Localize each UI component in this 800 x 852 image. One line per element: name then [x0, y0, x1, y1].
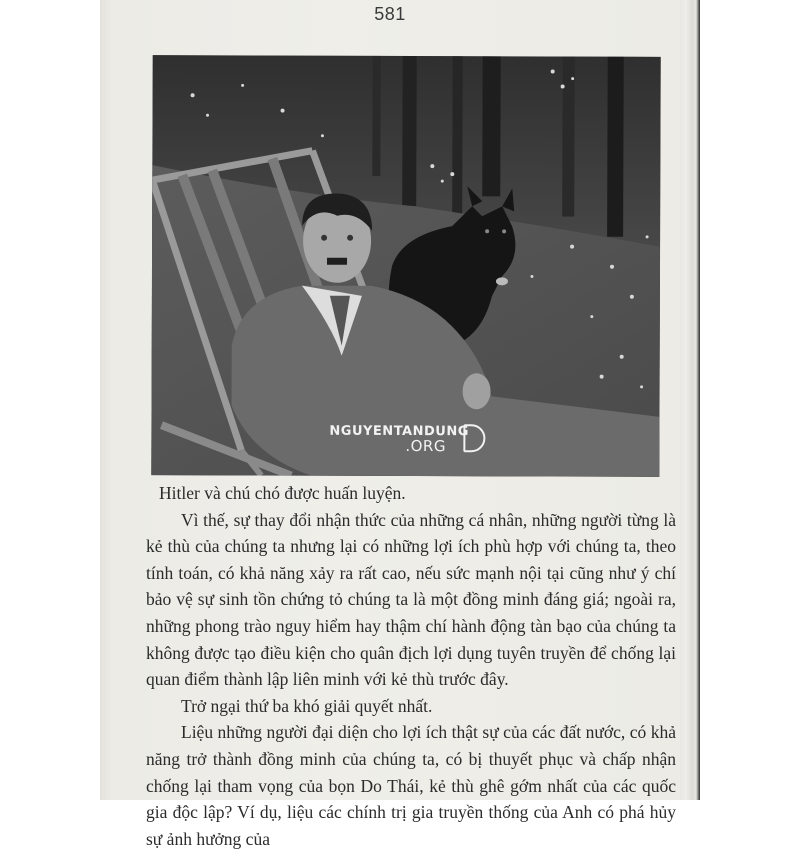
photo-caption: Hitler và chú chó được huấn luyện.	[159, 483, 406, 503]
photograph	[151, 55, 660, 477]
paragraph: Vì thế, sự thay đổi nhận thức của những cá nhân, những người từng là kẻ thù của chúng ta nhưng lại có những lợi ích phù hợp với chúng ta, theo tính toán, có khả năng xảy ra rất cao, nếu sức mạnh nội tại cũng như ý chí bảo vệ sự sinh tồn chứng tỏ chúng ta là một đồng minh đáng giá; ngoài ra, những phong trào nguy hiểm hay thậm chí hành động tàn bạo của chúng ta không được tạo điều kiện cho quân địch lợi dụng tuyên truyền để chống lại quan điểm thành lập liên minh với kẻ thù trước đây.	[146, 509, 676, 690]
watermark	[329, 424, 469, 455]
page-edge	[680, 0, 700, 800]
photo-illustration	[151, 55, 660, 477]
book-page	[100, 0, 680, 849]
body-text	[146, 480, 676, 852]
page-number: 581	[374, 4, 406, 24]
watermark-domain: .ORG	[405, 436, 447, 456]
watermark-name: NGUYENTANDUNG	[329, 423, 469, 440]
paragraph: Liệu những người đại diện cho lợi ích thật sự của các đất nước, có khả năng trở thành đồng minh của chúng ta, có bị thuyết phục và chấp nhận chống lại tham vọng của bọn Do Thái, kẻ thù ghê gớm nhất của các quốc gia độc lập? Ví dụ, liệu các chính trị gia truyền thống của Anh có phá hủy sự ảnh hưởng của	[146, 722, 676, 849]
paragraph: Trở ngại thứ ba khó giải quyết nhất.	[181, 695, 433, 716]
